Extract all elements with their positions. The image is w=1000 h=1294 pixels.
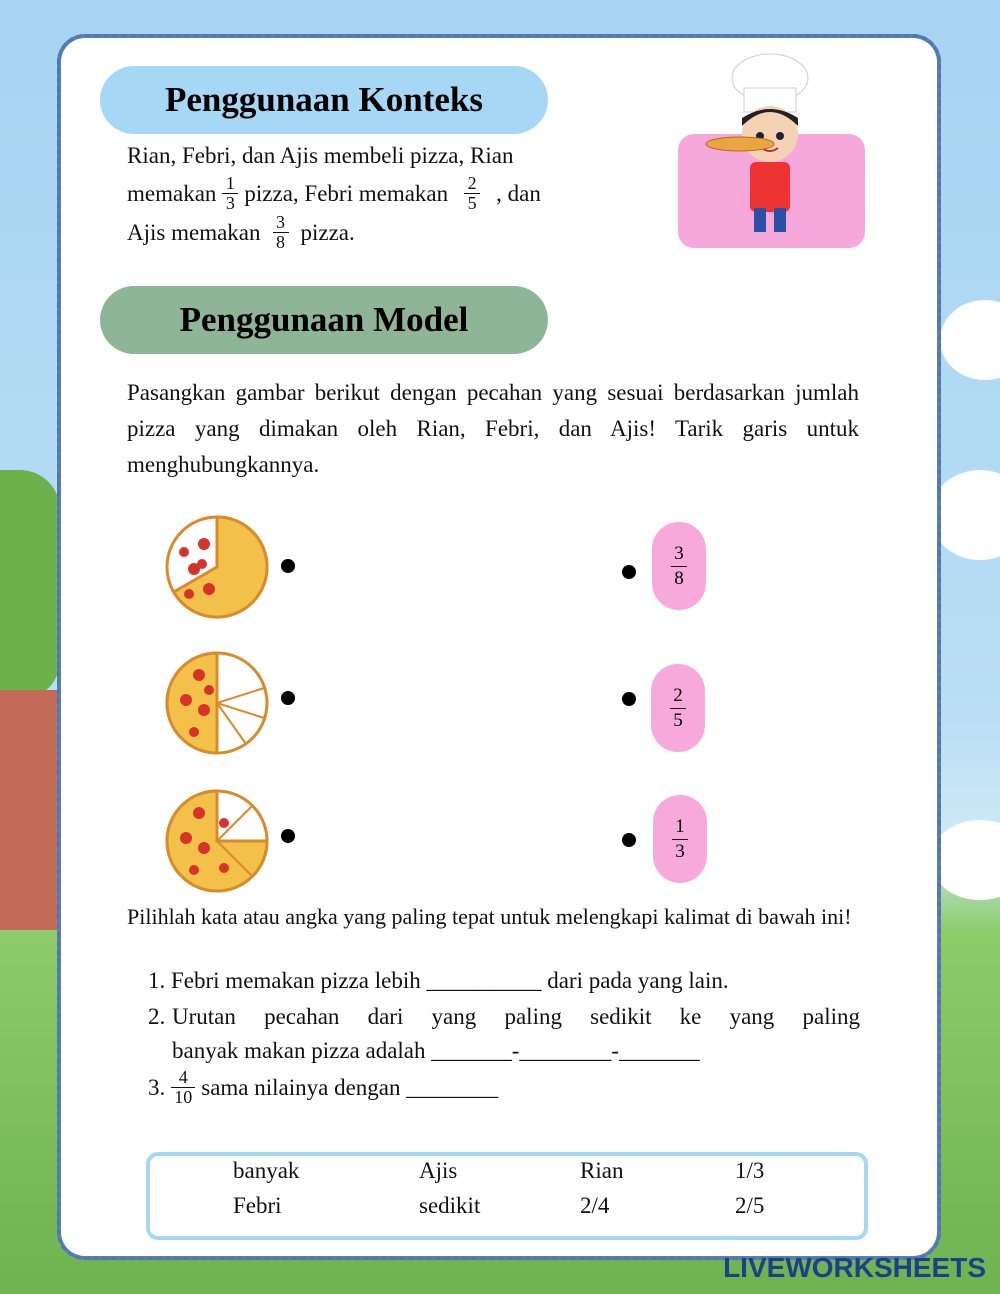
match-dot-right-1[interactable] bbox=[622, 565, 636, 579]
fraction-rian: $\frac{1}{3}$ bbox=[222, 174, 238, 213]
fraction-febri: $\frac{2}{5}$ bbox=[464, 174, 480, 213]
context-line-3: Ajis memakan $\frac{3}{8}$ pizza. bbox=[127, 212, 355, 252]
word-sedikit[interactable]: sedikit bbox=[419, 1193, 481, 1218]
tree bbox=[0, 470, 60, 700]
fraction-ajis: $\frac{3}{8}$ bbox=[273, 213, 289, 252]
match-dot-right-3[interactable] bbox=[622, 833, 636, 847]
question-2: 2. Urutan pecahan dari yang paling sedikit ke yang paling banyak makan pizza adalah _______-________-_______ bbox=[148, 1004, 860, 1063]
fraction-card-2-5[interactable]: 2 5 bbox=[651, 664, 705, 752]
chef-boy-illustration bbox=[700, 48, 840, 240]
word-ajis[interactable]: Ajis bbox=[419, 1158, 458, 1183]
pizza-two-fifths-eaten[interactable] bbox=[164, 650, 270, 756]
fraction-card-1-3[interactable]: 1 3 bbox=[653, 795, 707, 883]
question-1: 1. Febri memakan pizza lebih __________ dari pada yang lain. bbox=[148, 968, 729, 993]
word-1-3[interactable]: 1/3 bbox=[735, 1158, 765, 1183]
liveworksheets-logo: LIVEWORKSHEETS bbox=[723, 1252, 986, 1283]
context-title: Penggunaan Konteks bbox=[100, 66, 548, 134]
match-dot-left-3[interactable] bbox=[281, 829, 295, 843]
word-2-5[interactable]: 2/5 bbox=[735, 1193, 765, 1218]
pizza-one-third-eaten[interactable] bbox=[164, 514, 270, 620]
pizza-three-eighths-eaten[interactable] bbox=[164, 788, 270, 894]
match-dot-left-1[interactable] bbox=[281, 559, 295, 573]
context-line-2: memakan $\frac{1}{3}$ pizza, Febri memakan $\frac{2}{5}$ , dan bbox=[127, 173, 541, 213]
match-dot-right-2[interactable] bbox=[622, 692, 636, 706]
fraction-4-10: $\frac{4}{10}$ bbox=[171, 1068, 195, 1107]
cloud bbox=[940, 300, 1000, 380]
fraction-card-3-8[interactable]: 3 8 bbox=[652, 522, 706, 610]
word-2-4[interactable]: 2/4 bbox=[580, 1193, 610, 1218]
context-paragraph bbox=[127, 138, 637, 252]
model-instruction: Pasangkan gambar berikut dengan pecahan yang sesuai berdasarkan jumlah pizza yang dimakan oleh Rian, Febri, dan Ajis! Tarik garis untuk menghubungkannya. bbox=[127, 380, 859, 477]
match-dot-left-2[interactable] bbox=[281, 691, 295, 705]
question-3: 3. $\frac{4}{10}$ sama nilainya dengan ________ bbox=[148, 1067, 499, 1107]
treehouse bbox=[0, 690, 60, 930]
model-title: Penggunaan Model bbox=[100, 286, 548, 354]
word-febri[interactable]: Febri bbox=[233, 1193, 282, 1218]
word-banyak[interactable]: banyak bbox=[233, 1158, 300, 1183]
questions-intro: Pilihlah kata atau angka yang paling tepat untuk melengkapi kalimat di bawah ini! bbox=[127, 904, 852, 929]
context-line-1: Rian, Febri, dan Ajis membeli pizza, Rian bbox=[127, 143, 514, 168]
word-rian[interactable]: Rian bbox=[580, 1158, 624, 1183]
